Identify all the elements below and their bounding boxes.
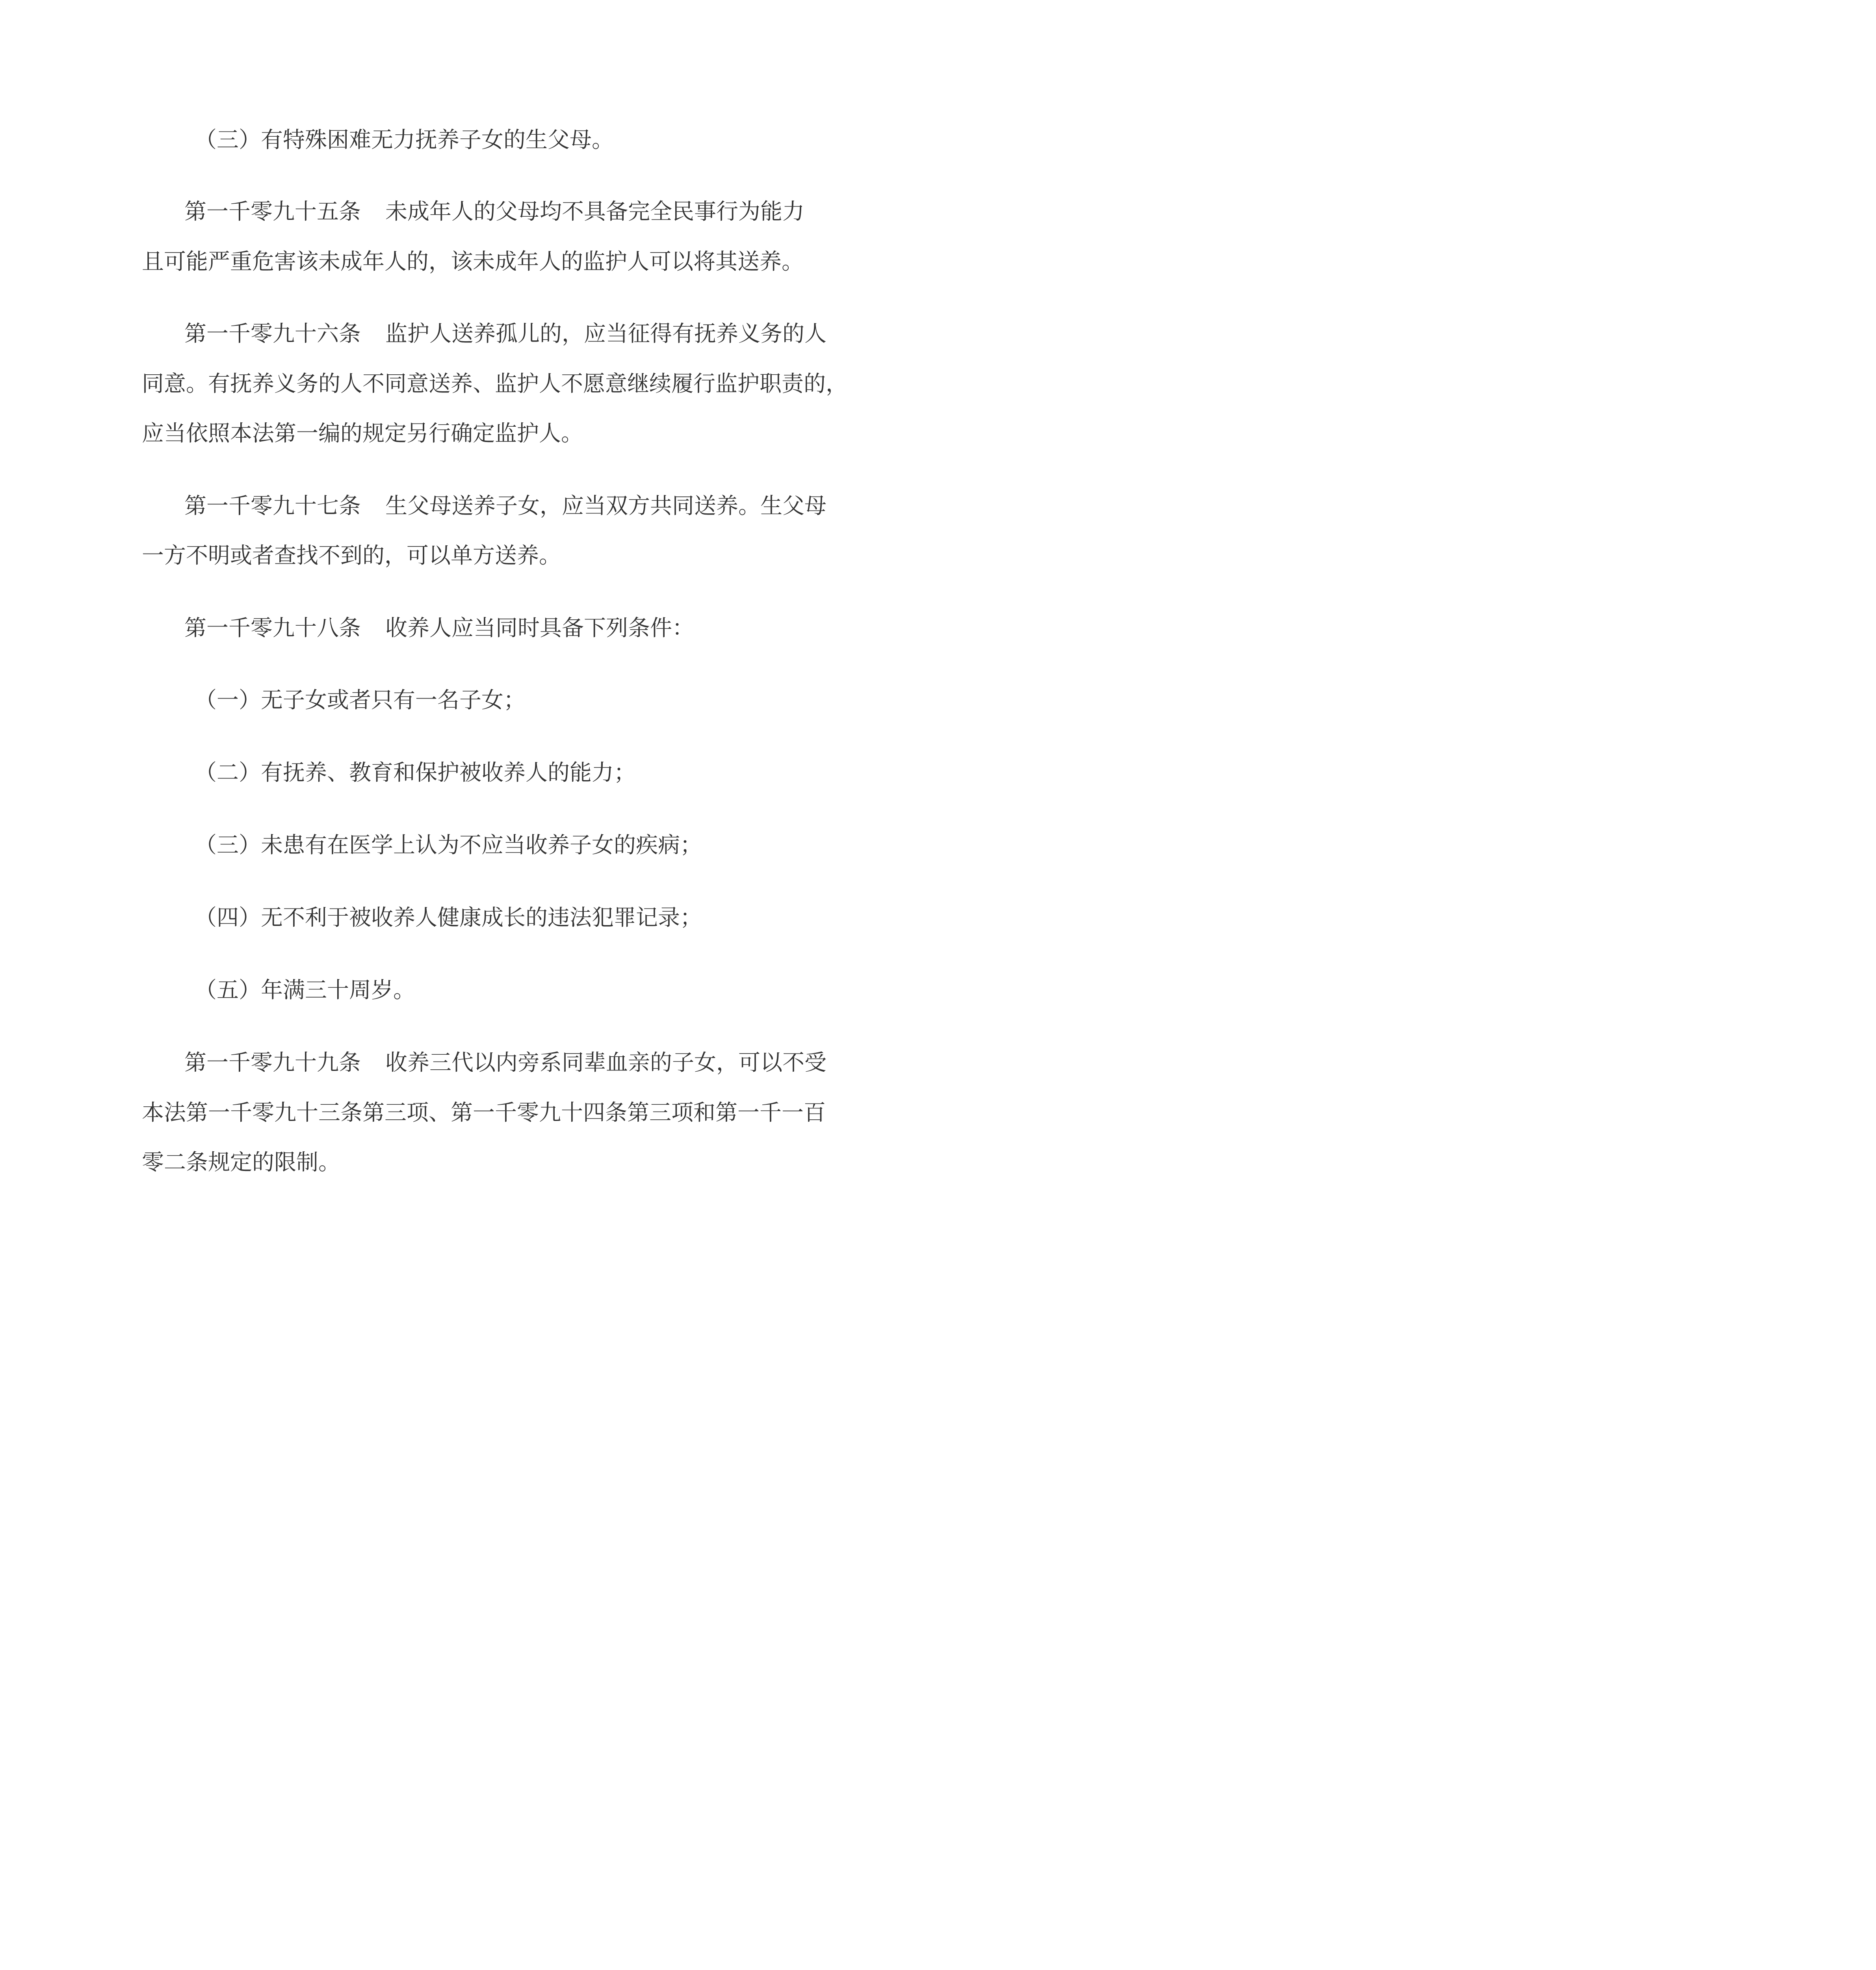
list-item xyxy=(195,762,636,784)
list-item-text: （五）年满三十周岁。 xyxy=(195,978,415,1003)
article-first-line xyxy=(184,201,804,223)
article-continuation-line xyxy=(142,1102,826,1124)
article-continuation-line xyxy=(142,545,561,567)
list-item-text: （二）有抚养、教育和保护被收养人的能力； xyxy=(195,760,636,786)
article-text: 且可能严重危害该未成年人的，该未成年人的监护人可以将其送养。 xyxy=(142,249,804,275)
list-item-text: （三）有特殊困难无力抚养子女的生父母。 xyxy=(195,127,614,153)
article-first-line xyxy=(184,323,827,345)
article-first-line xyxy=(184,1052,827,1074)
article-text: 应当依照本法第一编的规定另行确定监护人。 xyxy=(142,421,583,446)
article-first-line xyxy=(184,617,694,639)
article-continuation-line xyxy=(142,423,583,445)
article-number: 第一千零九十七条 xyxy=(184,493,361,519)
list-item xyxy=(195,129,614,151)
article-text: 同意。有抚养义务的人不同意送养、监护人不愿意继续履行监护职责的， xyxy=(142,371,848,397)
article-first-line xyxy=(184,495,827,517)
document-page xyxy=(0,0,938,1327)
article-number: 第一千零九十六条 xyxy=(184,321,361,347)
list-item xyxy=(195,690,526,712)
article-text: 未成年人的父母均不具备完全民事行为能力 xyxy=(385,199,804,225)
article-text: 零二条规定的限制。 xyxy=(142,1150,340,1175)
list-item-text: （四）无不利于被收养人健康成长的违法犯罪记录； xyxy=(195,905,702,931)
article-continuation-line xyxy=(142,251,804,273)
list-item xyxy=(195,834,702,857)
list-item-text: （一）无子女或者只有一名子女； xyxy=(195,688,526,713)
article-text: 收养人应当同时具备下列条件： xyxy=(385,615,694,641)
article-text: 生父母送养子女，应当双方共同送养。生父母 xyxy=(385,493,827,519)
list-item xyxy=(195,979,415,1002)
article-number: 第一千零九十五条 xyxy=(184,199,361,225)
list-item-text: （三）未患有在医学上认为不应当收养子女的疾病； xyxy=(195,833,702,858)
article-text: 监护人送养孤儿的，应当征得有抚养义务的人 xyxy=(385,321,827,347)
article-number: 第一千零九十九条 xyxy=(184,1050,361,1076)
article-text: 收养三代以内旁系同辈血亲的子女，可以不受 xyxy=(385,1050,827,1076)
article-continuation-line xyxy=(142,373,848,395)
article-text: 本法第一千零九十三条第三项、第一千零九十四条第三项和第一千一百 xyxy=(142,1100,826,1126)
list-item xyxy=(195,907,702,929)
article-text: 一方不明或者查找不到的，可以单方送养。 xyxy=(142,543,561,569)
article-number: 第一千零九十八条 xyxy=(184,615,361,641)
article-continuation-line xyxy=(142,1152,340,1174)
